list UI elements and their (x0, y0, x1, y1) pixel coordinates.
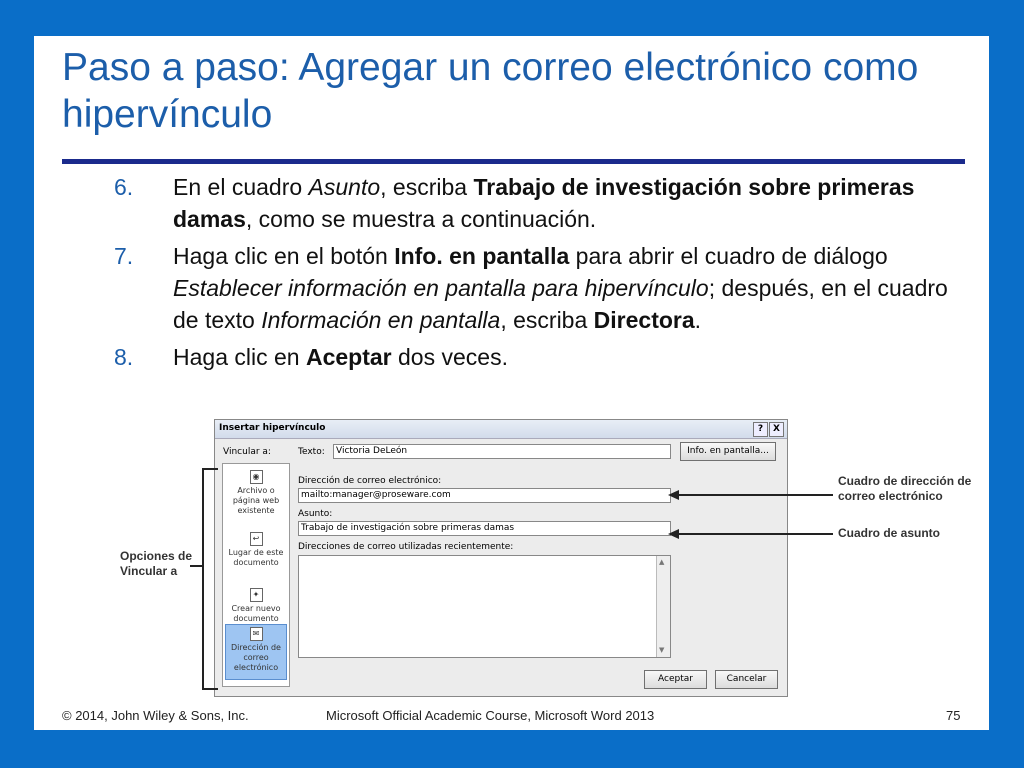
link-options-bracket (202, 468, 218, 690)
page-number: 75 (946, 708, 961, 723)
sidebar-item-label: Dirección de correo electrónico (231, 643, 281, 672)
subject-box-arrow (678, 533, 833, 535)
sidebar-item-new-document[interactable] (225, 588, 287, 624)
step-text: dos veces. (391, 344, 508, 370)
sidebar-item-email-address[interactable] (225, 624, 287, 680)
title-divider (62, 159, 965, 164)
step-number: 7. (114, 243, 134, 269)
list-scrollbar[interactable] (656, 556, 670, 657)
footer-course: Microsoft Official Academic Course, Microsoft Word 2013 (326, 708, 655, 723)
link-options-pointer (190, 565, 202, 567)
scroll-up-icon[interactable]: ▲ (659, 558, 665, 566)
scroll-down-icon[interactable]: ▼ (659, 646, 665, 654)
cancel-button[interactable]: Cancelar (715, 670, 778, 689)
step-number: 8. (114, 344, 134, 370)
subject-label: Asunto: (298, 509, 333, 519)
sidebar-item-label: Lugar de este documento (228, 548, 284, 567)
step-bold: Info. en pantalla (394, 243, 570, 269)
subject-box-arrowhead (668, 529, 679, 539)
step-text: . (694, 307, 702, 333)
link-options-callout: Opciones de Vincular a (120, 549, 193, 578)
step-bold: Aceptar (305, 344, 392, 370)
sidebar-item-place-in-document[interactable] (225, 532, 287, 568)
step-bold: Trabajo de investigación sobre primeras damas (173, 174, 915, 232)
sidebar-item-label: Archivo o página web existente (232, 486, 280, 515)
slide (34, 36, 989, 730)
email-address-label: Dirección de correo electrónico: (298, 476, 442, 486)
step-text: Haga clic en el botón (173, 243, 395, 269)
dialog-titlebar (215, 420, 787, 439)
email-address-icon: ✉ (250, 627, 263, 641)
step-text: , escriba (500, 307, 594, 333)
insert-hyperlink-dialog (214, 419, 788, 697)
help-button[interactable]: ? (753, 422, 768, 437)
step-text: para abrir el cuadro de diálogo (569, 243, 888, 269)
new-document-icon: ✦ (250, 588, 263, 602)
step-text: Haga clic en (173, 344, 306, 370)
sidebar-item-label: Crear nuevo documento (231, 604, 281, 623)
step-7 (114, 240, 974, 336)
step-text: , como se muestra a continuación. (245, 206, 597, 232)
subject-field[interactable]: Trabajo de investigación sobre primeras damas (298, 521, 671, 536)
step-8 (114, 341, 974, 373)
steps-list (114, 171, 974, 378)
step-bold: Directora (593, 307, 695, 333)
close-button[interactable]: X (769, 422, 784, 437)
web-page-icon: ◉ (250, 470, 263, 484)
email-address-field[interactable]: mailto:manager@proseware.com (298, 488, 671, 503)
footer-copyright: © 2014, John Wiley & Sons, Inc. (62, 708, 249, 723)
recent-addresses-list[interactable] (298, 555, 671, 658)
step-italic: Establecer información en pantalla para hipervínculo (173, 275, 709, 301)
step-italic: Información en pantalla (261, 307, 501, 333)
ok-button[interactable]: Aceptar (644, 670, 707, 689)
step-text: En el cuadro (173, 174, 309, 200)
subject-box-callout: Cuadro de asunto (838, 526, 941, 540)
text-label: Texto: (298, 447, 325, 457)
step-number: 6. (114, 174, 134, 200)
email-box-callout: Cuadro de dirección de correo electrónico (838, 474, 972, 503)
step-italic: Asunto (308, 174, 381, 200)
step-text: , escriba (380, 174, 474, 200)
place-in-document-icon: ↩ (250, 532, 263, 546)
recent-addresses-label: Direcciones de correo utilizadas recientemente: (298, 542, 514, 552)
screentip-button[interactable]: Info. en pantalla... (680, 442, 776, 461)
step-text: ; después, en el cuadro de texto (173, 275, 948, 333)
step-6 (114, 171, 974, 235)
text-to-display-field[interactable]: Victoria DeLeón (333, 444, 671, 459)
dialog-title: Insertar hipervínculo (219, 423, 326, 433)
email-box-arrowhead (668, 490, 679, 500)
link-to-label: Vincular a: (223, 447, 271, 457)
email-box-arrow (678, 494, 833, 496)
link-to-sidebar (222, 463, 290, 687)
sidebar-item-web-page[interactable] (225, 470, 287, 516)
slide-title: Paso a paso: Agregar un correo electrónico como hipervínculo (62, 46, 919, 136)
